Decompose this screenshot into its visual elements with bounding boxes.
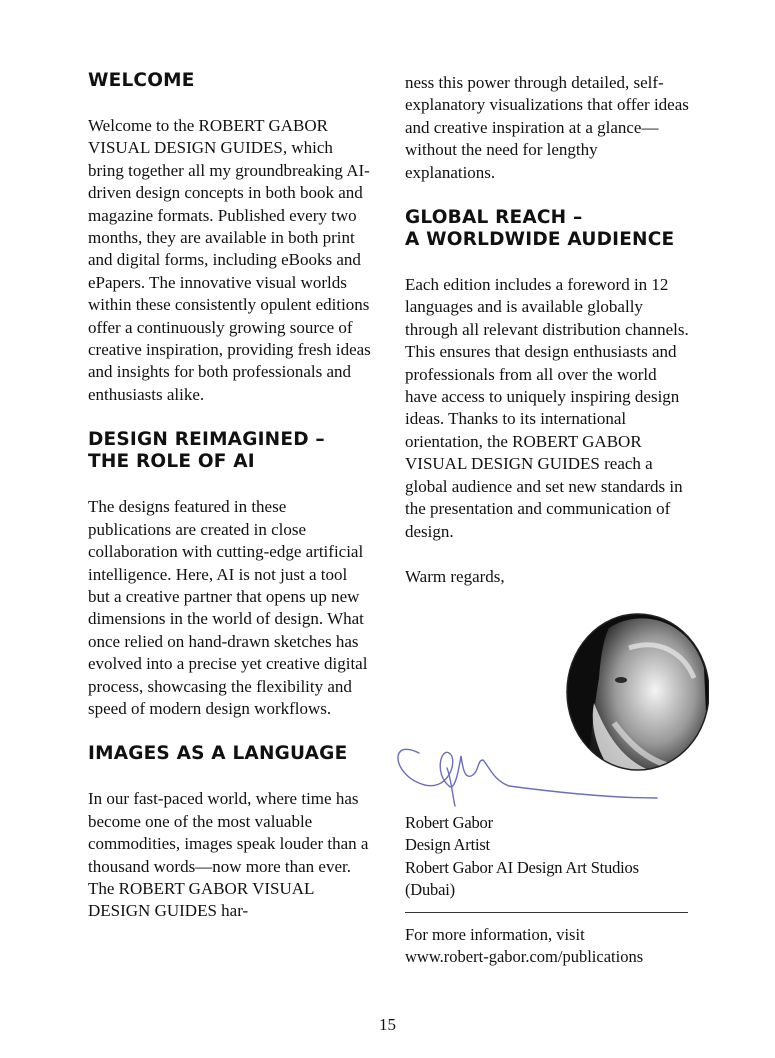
images-heading: IMAGES AS A LANGUAGE (88, 743, 348, 765)
right-column (405, 70, 690, 588)
design-heading-line1: DESIGN REIMAGINED – (88, 429, 325, 451)
author-credits (405, 812, 695, 902)
global-heading-line2: A WORLDWIDE AUDIENCE (405, 229, 675, 251)
design-body: The designs featured in these publications are created in close collaboration with cutting-edge artificial intelligence. Here, AI is not just a tool but a creative partner that opens up new dimensions in the world of design. What once relied on hand-drawn sketches has evolved into a precise yet creative digital process, showcasing the flexibility and speed of modern design workflows. (88, 497, 368, 718)
more-info (405, 924, 695, 969)
welcome-heading: WELCOME (88, 70, 195, 91)
publications-link[interactable]: www.robert-gabor.com/publications (405, 947, 644, 967)
author-name: Robert Gabor (405, 813, 493, 832)
author-location: (Dubai) (405, 880, 455, 900)
portrait-and-signature (389, 608, 709, 808)
author-title: Design Artist (405, 835, 490, 855)
design-heading-line2: THE ROLE OF AI (88, 451, 255, 473)
global-body: Each edition includes a foreword in 12 languages and is available globally through all relevant distribution channels. This ensures that design enthusiasts and professionals from all over the world have access to uniquely inspiring design ideas. Thanks to its international orientation, the ROBERT GABOR VISUAL DESIGN GUIDES reach a global audience and set new standards in the presentation and communication of design. (405, 275, 689, 541)
divider-line (405, 912, 688, 913)
global-heading-line1: GLOBAL REACH – (405, 207, 583, 229)
portrait-photo (567, 614, 709, 783)
closing-text: Warm regards, (405, 566, 505, 586)
images-body-right: ness this power through detailed, self-explanatory visualizations that offer ideas and creative inspiration at a glance—without the need for lengthy explanations. (405, 73, 689, 182)
author-studio: Robert Gabor AI Design Art Studios (405, 857, 639, 877)
left-column (88, 70, 373, 923)
design-heading (88, 429, 373, 473)
welcome-body: Welcome to the ROBERT GABOR VISUAL DESIGN GUIDES, which bring together all my groundbreaking AI-driven design concepts in both book and magazine formats. Published every two months, they are available in both print and digital forms, including eBooks and ePapers. The innovative visual worlds within these consistently opulent editions offer a continuously growing source of creative inspiration, providing fresh ideas and insights for both professionals and enthusiasts alike. (88, 116, 371, 404)
images-body-left: In our fast-paced world, where time has become one of the most valuable commodities, images speak louder than a thousand words—now more than ever. The ROBERT GABOR VISUAL DESIGN GUIDES har- (88, 789, 369, 921)
page-number: 15 (379, 1015, 396, 1034)
global-heading (405, 207, 690, 251)
more-info-text: For more information, visit (405, 925, 585, 944)
